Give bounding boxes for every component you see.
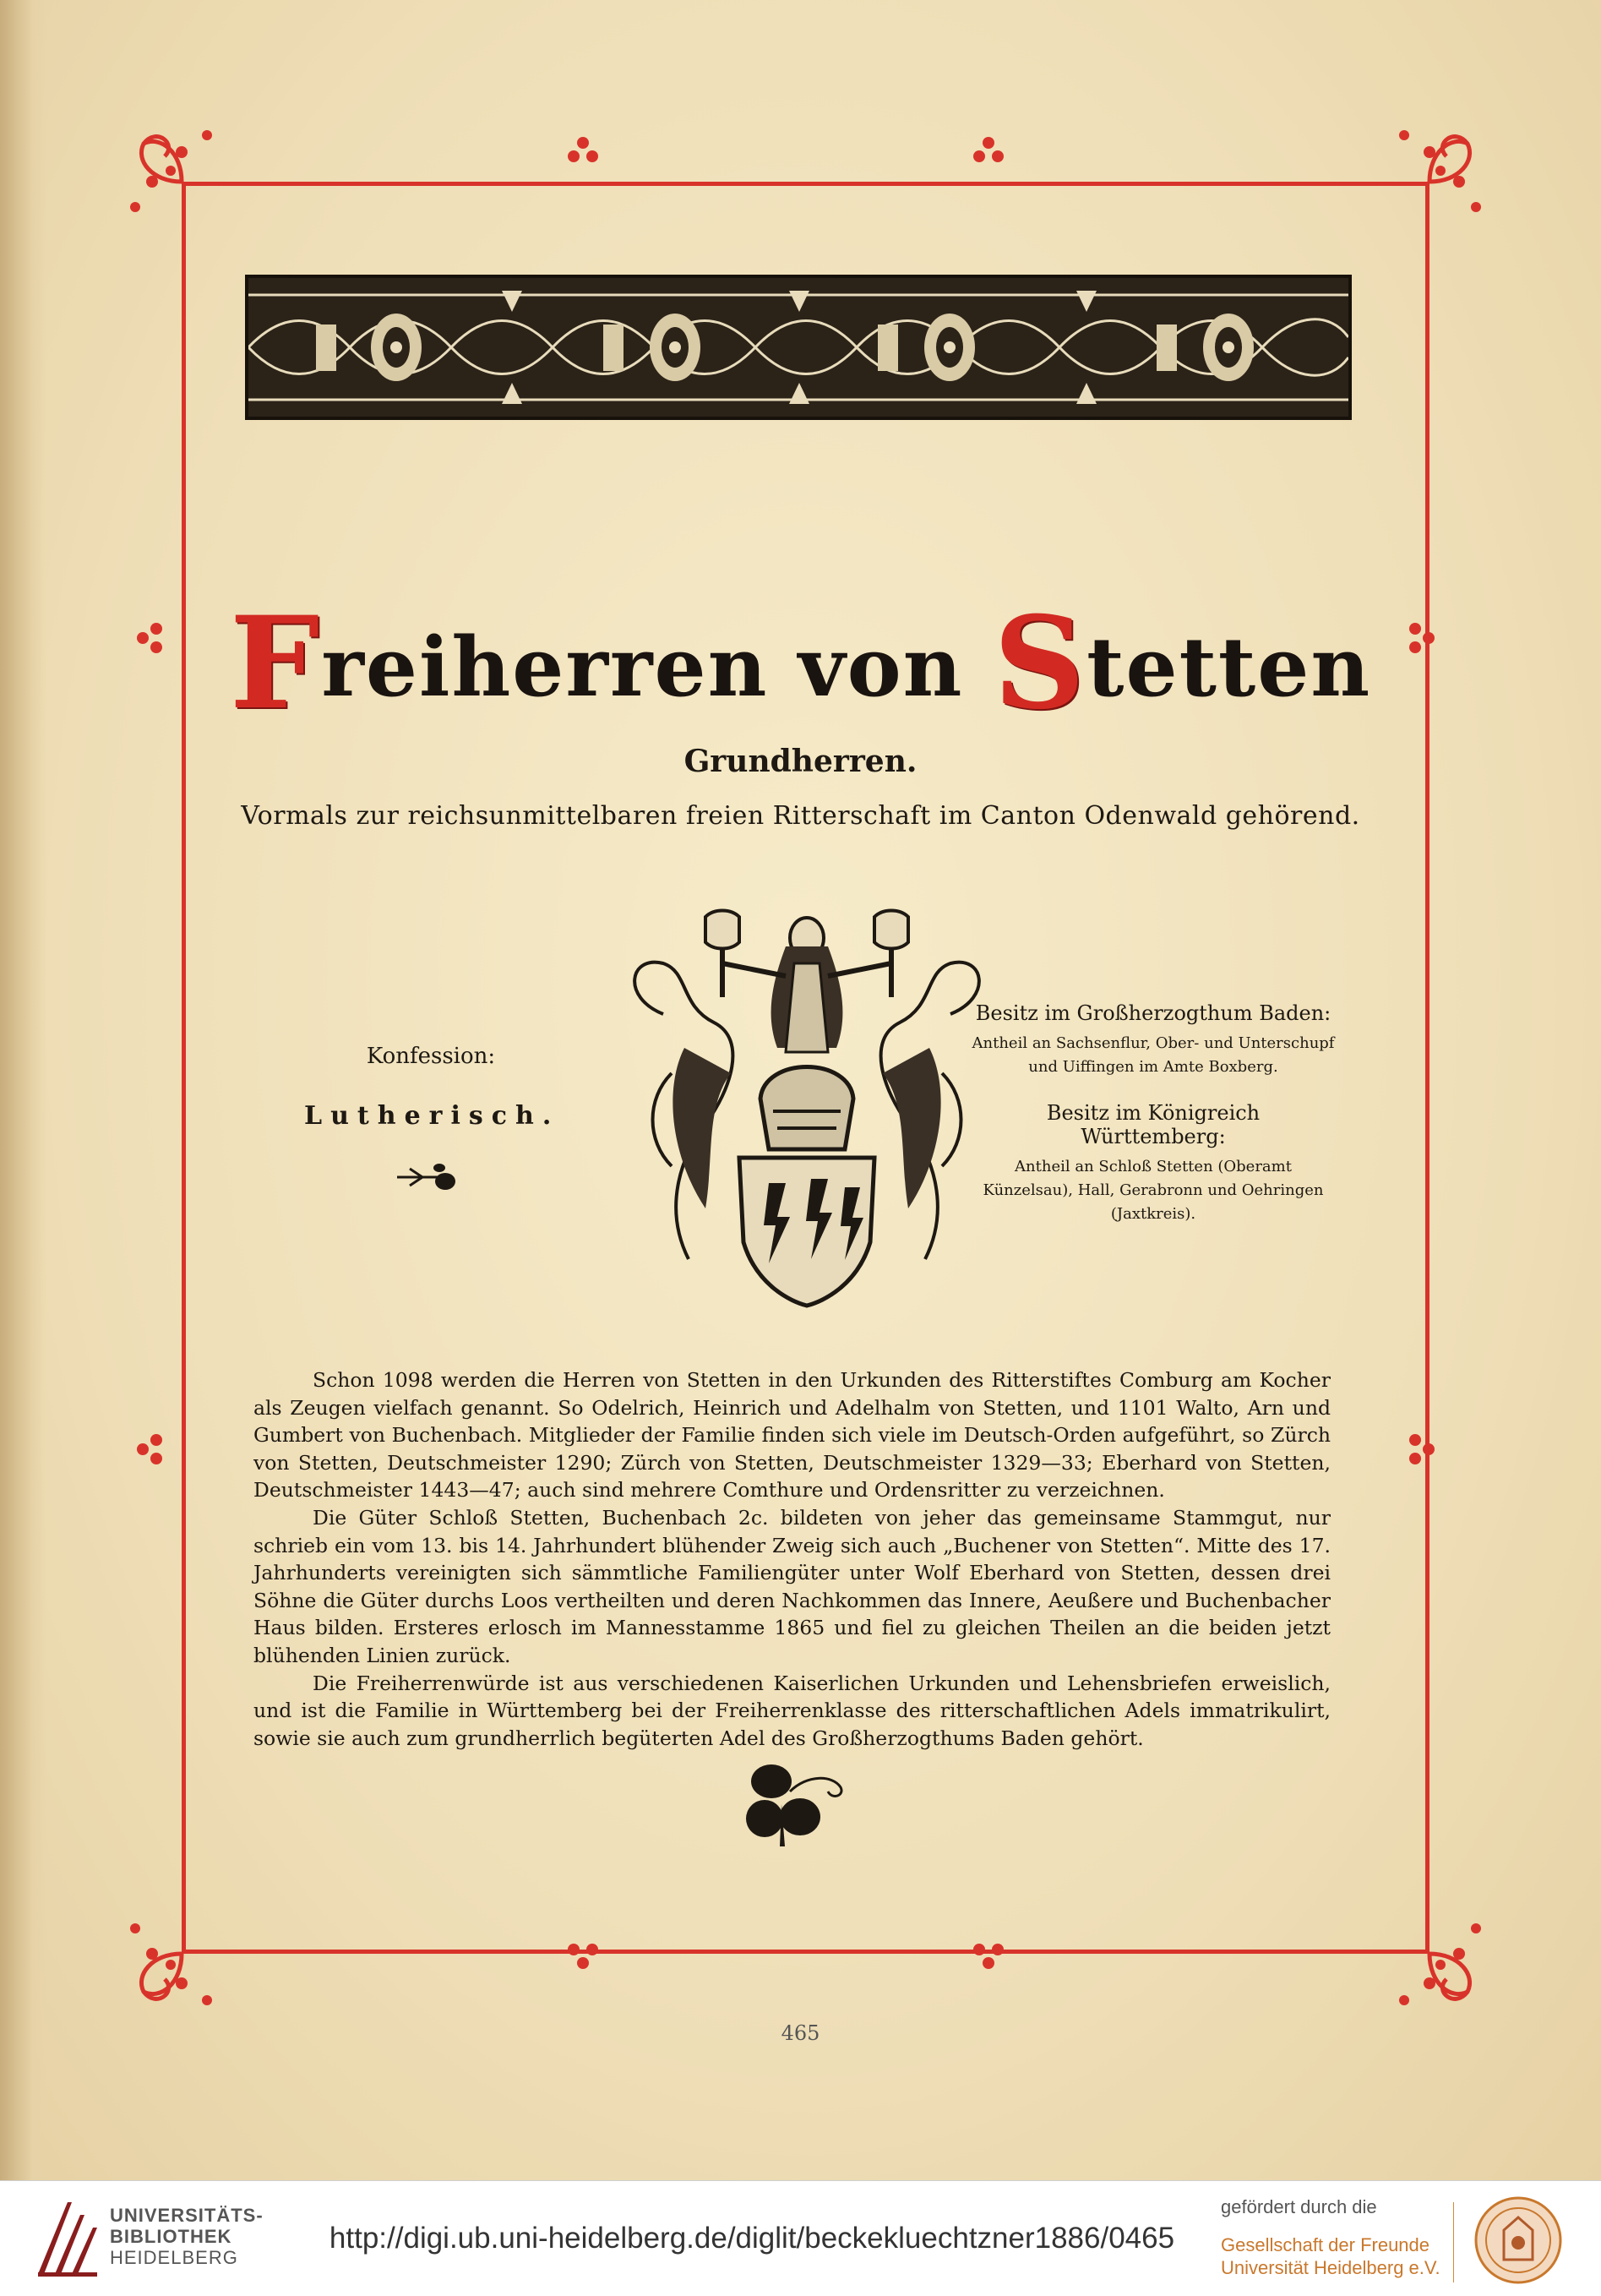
holdings-wuerttemberg-text: Antheil an Schloß Stetten (Oberamt Künzelsau), Hall, Gerabronn und Oehringen (Jaxtkreis). — [983, 1158, 1324, 1223]
konfession-block — [304, 1044, 558, 1202]
footer-bar — [0, 2180, 1601, 2296]
subtitle: Grundherren. — [683, 744, 918, 779]
leaf-ornament-icon — [393, 1156, 469, 1198]
corner-ornament-top-right — [1366, 118, 1493, 245]
holdings-baden-text: Antheil an Sachsenflur, Ober- und Unterschupf und Uiffingen im Amte Boxberg. — [972, 1034, 1335, 1076]
body-text — [253, 1366, 1331, 1752]
body-paragraph: Die Güter Schloß Stetten, Buchenbach 2c. bildeten von jeher das gemeinsame Stammgut, nur schrieb ein vom 13. bis 14. Jahrhundert blühender Zweig sich auch „Buchener von Stetten“. Mitte des 17. Jahrhunderts vereinigten sich sämmtliche Familiengüter unter Wolf Eberhard von Stetten, dessen drei Söhne die Güter durchs Loos vertheilten und deren Nachkommen das Innere, Aeußere und Buchenbacher Haus bilden. Ersteres erlosch im Mannesstamme 1865 und fiel zu gleichen Theilen an die beiden jetzt blühenden Linien zurück. — [253, 1505, 1331, 1667]
permalink-url[interactable]: http://digi.ub.uni-heidelberg.de/diglit/beckekluechtzner1886/0465 — [329, 2222, 1175, 2255]
library-name-line3: HEIDELBERG — [110, 2247, 238, 2268]
title-initial-s: S — [993, 589, 1087, 738]
ornamental-header-band — [245, 275, 1352, 420]
book-spine-shadow — [0, 0, 46, 2180]
corner-ornament-top-left — [118, 118, 245, 245]
body-paragraph: Die Freiherrenwürde ist aus verschiedenen Kaiserlichen Urkunden und Lehensbriefen erweislich, und ist die Familie in Württemberg bei der Freiherrenklasse des ritterschaftlichen Adels immatrikulirt, sowie sie auch zum grundherrlich begüterten Adel des Großherzogthums Baden gehört. — [253, 1671, 1331, 1750]
trefoil-ornament — [135, 1432, 169, 1466]
title-initial-f: F — [229, 589, 322, 738]
sponsor-name — [1221, 2233, 1445, 2279]
corner-ornament-bottom-left — [118, 1890, 245, 2017]
konfession-label: Konfession: — [366, 1044, 496, 1069]
sponsor-name-line1: Gesellschaft der Freunde — [1221, 2234, 1430, 2255]
title-text-2: tetten — [1086, 619, 1372, 715]
sponsor-label: gefördert durch die — [1221, 2196, 1377, 2217]
trefoil-ornament — [1402, 1432, 1436, 1466]
library-name-line2: BIBLIOTHEK — [110, 2226, 232, 2247]
holdings-baden-title: Besitz im Großherzogthum Baden: — [975, 1001, 1331, 1025]
clover-leaf-vignette — [739, 1758, 858, 1851]
coat-of-arms — [613, 904, 1001, 1318]
body-paragraph: Schon 1098 werden die Herren von Stetten in den Urkunden des Ritterstiftes Comburg am Kocher als Zeugen vielfach genannt. So Odelrich, Heinrich und Adelhalm von Stetten, und 1101 Walto, Arn und Gumbert von Buchenbach. Mitglieder der Familie finden sich viele im Deutsch-Orden aufgeführt, so Zürch von Stetten, Deutschmeister 1290; Zürch von Stetten, Deutschmeister 1329—33; Eberhard von Stetten, Deutschmeister 1443—47; auch sind mehrere Comthure und Ordensritter zu verzeichnen. — [253, 1368, 1331, 1502]
konfession-value: Lutherisch. — [304, 1101, 560, 1131]
university-seal-icon — [1474, 2196, 1563, 2285]
page-title — [0, 589, 1601, 738]
sponsor-divider — [1453, 2202, 1454, 2282]
sponsor-name-line2: Universität Heidelberg e.V. — [1221, 2257, 1440, 2278]
trefoil-ornament — [566, 1937, 600, 1971]
status-line: Vormals zur reichsunmittelbaren freien Ritterschaft im Canton Odenwald gehörend. — [241, 801, 1360, 831]
title-text-1: reiherren von — [321, 619, 994, 715]
trefoil-ornament — [566, 135, 600, 169]
holdings-wuerttemberg-title: Besitz im Königreich Württemberg: — [1046, 1101, 1261, 1148]
holdings-block — [972, 1001, 1335, 1226]
page-number: 465 — [781, 2021, 820, 2045]
corner-ornament-bottom-right — [1366, 1890, 1493, 2017]
library-name-line1: UNIVERSITÄTS- — [110, 2205, 264, 2226]
trefoil-ornament — [972, 135, 1005, 169]
trefoil-ornament — [972, 1937, 1005, 1971]
